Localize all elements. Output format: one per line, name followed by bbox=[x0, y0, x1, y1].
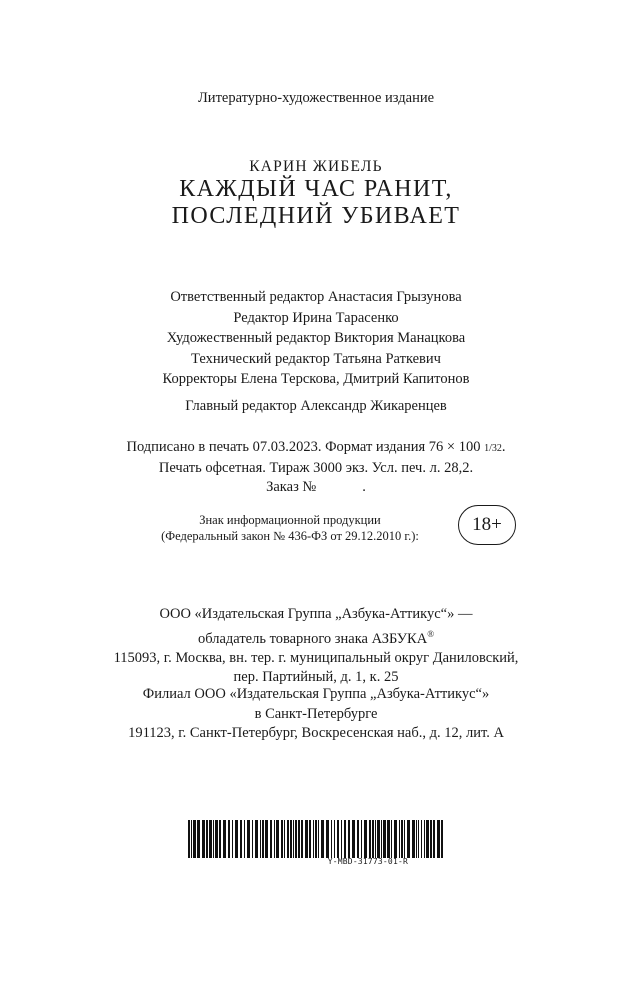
publisher-line-4: пер. Партийный, д. 1, к. 25 bbox=[233, 669, 399, 686]
barcode-bar bbox=[260, 820, 261, 858]
barcode-bar bbox=[293, 820, 294, 858]
branch-line-3: 191123, г. Санкт-Петербург, Воскресенская наб., д. 12, лит. А bbox=[128, 725, 504, 741]
chief-editor: Главный редактор Александр Жикаренцев bbox=[185, 398, 447, 414]
print-info bbox=[0, 438, 632, 498]
barcode-bar bbox=[188, 820, 190, 858]
barcode-bar bbox=[321, 820, 324, 858]
print-info-line-1 bbox=[0, 438, 632, 459]
barcode-bar bbox=[357, 820, 359, 858]
barcode-bar bbox=[197, 820, 200, 858]
barcode-bar bbox=[421, 820, 422, 858]
barcode-bar bbox=[352, 820, 355, 858]
barcode-bar bbox=[361, 820, 362, 858]
barcode-bar bbox=[244, 820, 245, 858]
genre-line: Литературно-художественное издание bbox=[197, 90, 435, 106]
barcode-bar bbox=[301, 820, 303, 858]
barcode-bar bbox=[437, 820, 440, 858]
branch-info bbox=[0, 685, 632, 744]
barcode-bar bbox=[377, 820, 380, 858]
barcode-bar bbox=[412, 820, 415, 858]
barcode-bar bbox=[331, 820, 332, 858]
barcode-bar bbox=[399, 820, 400, 858]
staff-line: Ответственный редактор Анастасия Грызунова bbox=[170, 289, 462, 305]
barcode-bar bbox=[284, 820, 285, 858]
title-line-2: ПОСЛЕДНИЙ УБИВАЕТ bbox=[171, 203, 461, 229]
barcode-bar bbox=[206, 820, 208, 858]
publisher-line-2 bbox=[0, 625, 632, 649]
order-end: . bbox=[362, 479, 366, 495]
barcode-bar bbox=[309, 820, 311, 858]
barcode-code: Y-MBD-31773-01-R bbox=[327, 857, 408, 866]
staff-line: Технический редактор Татьяна Раткевич bbox=[191, 350, 441, 367]
barcode-bar bbox=[375, 820, 376, 858]
barcode-bar bbox=[235, 820, 238, 858]
print-format-text: Подписано в печать 07.03.2023. Формат издания 76 × 100 bbox=[126, 439, 481, 455]
barcode-bar bbox=[252, 820, 253, 858]
barcode-bar bbox=[364, 820, 367, 858]
info-sign-line-2: (Федеральный закон № 436-ФЗ от 29.12.2010 г.): bbox=[161, 529, 419, 543]
registered-mark: ® bbox=[427, 628, 435, 639]
print-info-line-2: Печать офсетная. Тираж 3000 экз. Усл. печ. л. 28,2. bbox=[158, 459, 474, 476]
order-line bbox=[0, 478, 632, 498]
barcode-bar bbox=[265, 820, 268, 858]
staff-line: Художественный редактор Виктория Манацкова bbox=[166, 330, 466, 346]
author-name: КАРИН ЖИБЕЛЬ bbox=[249, 158, 383, 175]
staff-line: Редактор Ирина Тарасенко bbox=[233, 309, 399, 326]
barcode-bar bbox=[430, 820, 432, 858]
barcode-bar bbox=[341, 820, 342, 858]
barcode-bar bbox=[404, 820, 405, 858]
barcode-bar bbox=[295, 820, 297, 858]
barcode-bar bbox=[202, 820, 205, 858]
title-line-1: КАЖДЫЙ ЧАС РАНИТ, bbox=[179, 176, 453, 202]
barcode-bar bbox=[401, 820, 403, 858]
barcode-bar bbox=[441, 820, 443, 858]
print-format-end: . bbox=[501, 439, 506, 455]
barcode-bar bbox=[215, 820, 218, 858]
barcode-bar bbox=[270, 820, 272, 858]
barcode-bar bbox=[247, 820, 250, 858]
book-title bbox=[0, 176, 632, 230]
barcode-bar bbox=[191, 820, 192, 858]
barcode-bar bbox=[344, 820, 346, 858]
barcode bbox=[186, 820, 446, 858]
barcode-bar bbox=[318, 820, 319, 858]
barcode-bar bbox=[391, 820, 392, 858]
barcode-bar bbox=[262, 820, 264, 858]
barcode-bar bbox=[326, 820, 329, 858]
barcode-bar bbox=[219, 820, 221, 858]
order-label: Заказ № bbox=[266, 479, 317, 495]
age-rating-badge: 18+ bbox=[458, 505, 516, 545]
barcode-bar bbox=[305, 820, 308, 858]
barcode-bar bbox=[228, 820, 230, 858]
publisher-line-3: 115093, г. Москва, вн. тер. г. муниципальный округ Даниловский, bbox=[113, 649, 519, 666]
print-format-fraction: 1/32 bbox=[484, 443, 502, 454]
info-sign-text bbox=[120, 512, 460, 544]
barcode-bar bbox=[381, 820, 382, 858]
barcode-bar bbox=[313, 820, 314, 858]
barcode-bar bbox=[426, 820, 429, 858]
publisher-line-1: ООО «Издательская Группа „Азбука-Аттикус“» — bbox=[159, 606, 473, 622]
barcode-bar bbox=[407, 820, 410, 858]
staff-credits bbox=[0, 287, 632, 390]
barcode-bar bbox=[276, 820, 279, 858]
branch-line-2: в Санкт-Петербурге bbox=[254, 705, 378, 722]
barcode-bar bbox=[232, 820, 233, 858]
barcode-bar bbox=[290, 820, 292, 858]
branch-line-1: Филиал ООО «Издательская Группа „Азбука-Аттикус“» bbox=[142, 686, 490, 702]
barcode-bar bbox=[394, 820, 397, 858]
barcode-bar bbox=[223, 820, 226, 858]
barcode-bar bbox=[287, 820, 289, 858]
barcode-bar bbox=[240, 820, 242, 858]
barcode-bar bbox=[418, 820, 419, 858]
barcode-bar bbox=[209, 820, 212, 858]
barcode-bar bbox=[383, 820, 386, 858]
barcode-bar bbox=[334, 820, 335, 858]
barcode-bar bbox=[193, 820, 196, 858]
barcode-bar bbox=[337, 820, 339, 858]
staff-line: Корректоры Елена Терскова, Дмитрий Капитонов bbox=[162, 371, 470, 387]
barcode-bar bbox=[213, 820, 214, 858]
barcode-bar bbox=[298, 820, 300, 858]
barcode-bar bbox=[372, 820, 374, 858]
trademark-text: обладатель товарного знака АЗБУКА bbox=[197, 630, 428, 647]
barcode-bar bbox=[433, 820, 435, 858]
barcode-bar bbox=[424, 820, 425, 858]
barcode-bar bbox=[416, 820, 417, 858]
barcode-bar bbox=[369, 820, 371, 858]
publisher-info bbox=[0, 605, 632, 688]
barcode-bar bbox=[281, 820, 283, 858]
barcode-bar bbox=[348, 820, 350, 858]
barcode-bar bbox=[274, 820, 275, 858]
barcode-bar bbox=[315, 820, 317, 858]
barcode-bar bbox=[387, 820, 390, 858]
info-sign-line-1: Знак информационной продукции bbox=[199, 513, 381, 527]
barcode-bars bbox=[186, 820, 446, 858]
barcode-bar bbox=[255, 820, 258, 858]
